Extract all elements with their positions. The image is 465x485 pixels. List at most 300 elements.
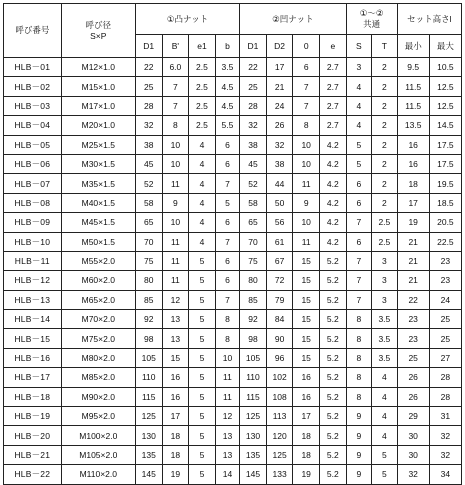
- row-concave-0: 8: [293, 116, 320, 135]
- header-convex-nut: ①凸ナット: [135, 4, 239, 35]
- row-common-t: 2: [372, 58, 398, 77]
- row-common-s: 8: [346, 348, 372, 367]
- row-height-min: 26: [397, 387, 429, 406]
- row-height-max: 32: [429, 426, 461, 445]
- row-concave-0: 15: [293, 290, 320, 309]
- row-height-max: 10.5: [429, 58, 461, 77]
- row-size: M17×1.0: [61, 96, 135, 115]
- row-convex-b: 11: [162, 251, 189, 270]
- row-size: M30×1.5: [61, 154, 135, 173]
- row-concave-e: 4.2: [320, 174, 347, 193]
- row-height-max: 19.5: [429, 174, 461, 193]
- row-concave-d1: 115: [240, 387, 267, 406]
- row-common-t: 2.5: [372, 232, 398, 251]
- row-height-max: 28: [429, 387, 461, 406]
- subheader-convex-e1: e1: [189, 35, 216, 58]
- row-concave-d1: 32: [240, 116, 267, 135]
- row-concave-d2: 125: [266, 445, 293, 464]
- row-convex-d1: 58: [135, 193, 162, 212]
- row-size: M90×2.0: [61, 387, 135, 406]
- header-set-height: セット高さl: [397, 4, 461, 35]
- table-row: [4, 193, 462, 212]
- row-convex-b-small: 13: [215, 445, 239, 464]
- row-convex-e1: 4: [189, 213, 216, 232]
- row-concave-d2: 61: [266, 232, 293, 251]
- header-concave-nut: ②凹ナット: [240, 4, 346, 35]
- row-concave-d2: 120: [266, 426, 293, 445]
- row-common-t: 5: [372, 465, 398, 484]
- row-common-s: 7: [346, 290, 372, 309]
- row-concave-d1: 70: [240, 232, 267, 251]
- row-height-min: 21: [397, 251, 429, 270]
- row-concave-e: 2.7: [320, 77, 347, 96]
- row-convex-b: 10: [162, 135, 189, 154]
- row-common-s: 6: [346, 193, 372, 212]
- row-size: M85×2.0: [61, 368, 135, 387]
- spec-table-container: [3, 3, 462, 485]
- row-convex-d1: 70: [135, 232, 162, 251]
- row-concave-e: 5.2: [320, 310, 347, 329]
- row-code: HLB－22: [4, 465, 62, 484]
- row-common-s: 6: [346, 232, 372, 251]
- row-concave-0: 10: [293, 154, 320, 173]
- row-concave-d2: 32: [266, 135, 293, 154]
- row-height-min: 21: [397, 232, 429, 251]
- row-common-t: 3: [372, 290, 398, 309]
- row-height-max: 34: [429, 465, 461, 484]
- row-convex-b-small: 7: [215, 290, 239, 309]
- row-convex-e1: 5: [189, 290, 216, 309]
- row-size: M15×1.0: [61, 77, 135, 96]
- row-height-min: 21: [397, 271, 429, 290]
- row-concave-d1: 145: [240, 465, 267, 484]
- row-concave-0: 15: [293, 251, 320, 270]
- row-code: HLB－02: [4, 77, 62, 96]
- row-code: HLB－08: [4, 193, 62, 212]
- row-concave-d1: 65: [240, 213, 267, 232]
- row-convex-e1: 5: [189, 426, 216, 445]
- row-common-s: 4: [346, 77, 372, 96]
- row-concave-d1: 85: [240, 290, 267, 309]
- row-convex-b: 13: [162, 310, 189, 329]
- row-concave-d1: 45: [240, 154, 267, 173]
- row-concave-e: 4.2: [320, 232, 347, 251]
- row-convex-d1: 98: [135, 329, 162, 348]
- row-size: M40×1.5: [61, 193, 135, 212]
- row-height-min: 16: [397, 135, 429, 154]
- subheader-height-max: 最大: [429, 35, 461, 58]
- row-common-s: 6: [346, 174, 372, 193]
- row-concave-d1: 110: [240, 368, 267, 387]
- row-concave-d1: 135: [240, 445, 267, 464]
- row-concave-d1: 38: [240, 135, 267, 154]
- row-convex-b-small: 8: [215, 310, 239, 329]
- row-concave-e: 2.7: [320, 96, 347, 115]
- row-concave-e: 5.2: [320, 251, 347, 270]
- row-convex-d1: 115: [135, 387, 162, 406]
- row-concave-d2: 96: [266, 348, 293, 367]
- row-size: M55×2.0: [61, 251, 135, 270]
- row-concave-e: 5.2: [320, 348, 347, 367]
- row-height-min: 11.5: [397, 77, 429, 96]
- row-convex-b-small: 10: [215, 348, 239, 367]
- row-convex-b-small: 6: [215, 251, 239, 270]
- header-common: ①～② 共通: [346, 4, 397, 35]
- row-concave-d2: 67: [266, 251, 293, 270]
- row-convex-d1: 145: [135, 465, 162, 484]
- table-row: [4, 58, 462, 77]
- row-height-max: 31: [429, 407, 461, 426]
- row-code: HLB－14: [4, 310, 62, 329]
- row-concave-d1: 75: [240, 251, 267, 270]
- row-height-min: 32: [397, 465, 429, 484]
- subheader-common-s: S: [346, 35, 372, 58]
- row-concave-0: 9: [293, 193, 320, 212]
- table-row: [4, 96, 462, 115]
- row-common-t: 3.5: [372, 329, 398, 348]
- header-code: 呼び番号: [4, 4, 62, 58]
- row-convex-b-small: 7: [215, 232, 239, 251]
- row-height-max: 27: [429, 348, 461, 367]
- row-concave-d2: 113: [266, 407, 293, 426]
- row-convex-b: 18: [162, 445, 189, 464]
- row-concave-e: 5.2: [320, 445, 347, 464]
- row-concave-e: 4.2: [320, 213, 347, 232]
- row-concave-0: 19: [293, 465, 320, 484]
- row-convex-b-small: 4.5: [215, 96, 239, 115]
- row-convex-d1: 110: [135, 368, 162, 387]
- row-concave-e: 5.2: [320, 465, 347, 484]
- row-common-t: 3.5: [372, 310, 398, 329]
- row-convex-b: 11: [162, 271, 189, 290]
- row-code: HLB－18: [4, 387, 62, 406]
- row-concave-0: 15: [293, 310, 320, 329]
- row-concave-0: 7: [293, 77, 320, 96]
- row-common-t: 2: [372, 174, 398, 193]
- row-size: M75×2.0: [61, 329, 135, 348]
- row-code: HLB－17: [4, 368, 62, 387]
- row-convex-b: 7: [162, 77, 189, 96]
- row-common-s: 3: [346, 58, 372, 77]
- subheader-concave-e: e: [320, 35, 347, 58]
- row-concave-d2: 133: [266, 465, 293, 484]
- row-common-t: 4: [372, 426, 398, 445]
- row-height-max: 17.5: [429, 154, 461, 173]
- row-common-s: 9: [346, 426, 372, 445]
- row-convex-b: 9: [162, 193, 189, 212]
- row-common-s: 4: [346, 116, 372, 135]
- row-common-t: 4: [372, 387, 398, 406]
- subheader-convex-d1: D1: [135, 35, 162, 58]
- row-size: M105×2.0: [61, 445, 135, 464]
- row-height-min: 16: [397, 154, 429, 173]
- row-common-s: 5: [346, 154, 372, 173]
- header-row-group: [4, 4, 462, 35]
- row-concave-d2: 26: [266, 116, 293, 135]
- table-row: [4, 213, 462, 232]
- row-concave-d2: 72: [266, 271, 293, 290]
- row-convex-d1: 85: [135, 290, 162, 309]
- row-common-s: 8: [346, 368, 372, 387]
- row-concave-e: 5.2: [320, 271, 347, 290]
- row-convex-b: 8: [162, 116, 189, 135]
- row-convex-b-small: 13: [215, 426, 239, 445]
- row-convex-d1: 45: [135, 154, 162, 173]
- row-convex-b-small: 3.5: [215, 58, 239, 77]
- row-convex-b: 11: [162, 174, 189, 193]
- row-height-max: 14.5: [429, 116, 461, 135]
- table-row: [4, 310, 462, 329]
- row-size: M70×2.0: [61, 310, 135, 329]
- row-height-min: 17: [397, 193, 429, 212]
- row-concave-e: 5.2: [320, 329, 347, 348]
- row-concave-e: 5.2: [320, 387, 347, 406]
- row-height-min: 30: [397, 426, 429, 445]
- row-height-min: 26: [397, 368, 429, 387]
- row-convex-e1: 5: [189, 251, 216, 270]
- header-nominal-size: 呼び径 S×P: [61, 4, 135, 58]
- row-concave-0: 15: [293, 271, 320, 290]
- row-convex-b-small: 6: [215, 135, 239, 154]
- subheader-concave-d1: D1: [240, 35, 267, 58]
- subheader-convex-b: B': [162, 35, 189, 58]
- row-convex-b: 16: [162, 368, 189, 387]
- row-convex-e1: 4: [189, 174, 216, 193]
- row-common-t: 2: [372, 96, 398, 115]
- row-convex-d1: 65: [135, 213, 162, 232]
- row-code: HLB－21: [4, 445, 62, 464]
- row-code: HLB－12: [4, 271, 62, 290]
- table-row: [4, 407, 462, 426]
- table-row: [4, 77, 462, 96]
- row-size: M80×2.0: [61, 348, 135, 367]
- subheader-convex-b-small: b: [215, 35, 239, 58]
- row-code: HLB－20: [4, 426, 62, 445]
- row-convex-d1: 92: [135, 310, 162, 329]
- row-height-max: 24: [429, 290, 461, 309]
- row-convex-b: 15: [162, 348, 189, 367]
- row-concave-e: 2.7: [320, 58, 347, 77]
- row-common-s: 9: [346, 445, 372, 464]
- row-code: HLB－07: [4, 174, 62, 193]
- row-height-min: 19: [397, 213, 429, 232]
- row-convex-b-small: 7: [215, 174, 239, 193]
- row-concave-0: 11: [293, 174, 320, 193]
- row-concave-0: 15: [293, 329, 320, 348]
- row-concave-d2: 21: [266, 77, 293, 96]
- row-height-max: 18.5: [429, 193, 461, 212]
- row-code: HLB－05: [4, 135, 62, 154]
- row-common-t: 4: [372, 407, 398, 426]
- row-concave-d1: 28: [240, 96, 267, 115]
- row-convex-b: 10: [162, 213, 189, 232]
- row-convex-b-small: 14: [215, 465, 239, 484]
- row-common-s: 8: [346, 310, 372, 329]
- row-concave-d2: 56: [266, 213, 293, 232]
- row-common-t: 3: [372, 251, 398, 270]
- row-height-max: 23: [429, 251, 461, 270]
- row-convex-b: 7: [162, 96, 189, 115]
- row-concave-e: 5.2: [320, 426, 347, 445]
- row-height-min: 18: [397, 174, 429, 193]
- row-concave-0: 10: [293, 213, 320, 232]
- row-concave-d1: 130: [240, 426, 267, 445]
- row-convex-e1: 2.5: [189, 58, 216, 77]
- row-convex-b: 19: [162, 465, 189, 484]
- row-concave-d1: 52: [240, 174, 267, 193]
- row-common-t: 3.5: [372, 348, 398, 367]
- row-concave-0: 18: [293, 445, 320, 464]
- table-row: [4, 465, 462, 484]
- row-concave-e: 4.2: [320, 193, 347, 212]
- row-common-t: 2.5: [372, 213, 398, 232]
- row-convex-e1: 5: [189, 445, 216, 464]
- subheader-concave-0: 0: [293, 35, 320, 58]
- row-convex-e1: 5: [189, 465, 216, 484]
- row-convex-d1: 75: [135, 251, 162, 270]
- row-convex-e1: 5: [189, 387, 216, 406]
- row-concave-0: 15: [293, 348, 320, 367]
- row-concave-d2: 90: [266, 329, 293, 348]
- table-row: [4, 271, 462, 290]
- row-convex-b: 12: [162, 290, 189, 309]
- row-height-min: 29: [397, 407, 429, 426]
- row-concave-d1: 25: [240, 77, 267, 96]
- row-size: M100×2.0: [61, 426, 135, 445]
- row-concave-d1: 105: [240, 348, 267, 367]
- row-size: M35×1.5: [61, 174, 135, 193]
- row-convex-e1: 5: [189, 368, 216, 387]
- row-convex-d1: 25: [135, 77, 162, 96]
- row-height-max: 28: [429, 368, 461, 387]
- row-common-t: 2: [372, 154, 398, 173]
- row-height-max: 17.5: [429, 135, 461, 154]
- row-convex-b: 13: [162, 329, 189, 348]
- row-code: HLB－16: [4, 348, 62, 367]
- row-convex-e1: 2.5: [189, 116, 216, 135]
- subheader-common-t: T: [372, 35, 398, 58]
- row-convex-b: 18: [162, 426, 189, 445]
- row-common-t: 2: [372, 77, 398, 96]
- row-convex-e1: 4: [189, 154, 216, 173]
- row-concave-e: 4.2: [320, 135, 347, 154]
- row-concave-d2: 50: [266, 193, 293, 212]
- row-concave-d1: 92: [240, 310, 267, 329]
- row-concave-d2: 44: [266, 174, 293, 193]
- row-convex-b: 6.0: [162, 58, 189, 77]
- row-height-max: 12.5: [429, 96, 461, 115]
- row-common-s: 7: [346, 213, 372, 232]
- row-height-min: 9.5: [397, 58, 429, 77]
- row-common-s: 7: [346, 271, 372, 290]
- row-code: HLB－01: [4, 58, 62, 77]
- row-height-min: 13.5: [397, 116, 429, 135]
- row-common-t: 3: [372, 271, 398, 290]
- row-size: M50×1.5: [61, 232, 135, 251]
- row-concave-d2: 24: [266, 96, 293, 115]
- row-code: HLB－13: [4, 290, 62, 309]
- row-code: HLB－11: [4, 251, 62, 270]
- row-concave-d2: 108: [266, 387, 293, 406]
- row-common-t: 2: [372, 116, 398, 135]
- row-common-t: 2: [372, 193, 398, 212]
- nut-spec-table: [3, 3, 462, 485]
- row-convex-b-small: 6: [215, 213, 239, 232]
- table-row: [4, 232, 462, 251]
- row-common-s: 8: [346, 329, 372, 348]
- row-concave-0: 17: [293, 407, 320, 426]
- row-convex-e1: 5: [189, 310, 216, 329]
- row-common-t: 5: [372, 445, 398, 464]
- row-height-max: 20.5: [429, 213, 461, 232]
- row-common-s: 9: [346, 465, 372, 484]
- row-concave-0: 16: [293, 368, 320, 387]
- row-size: M20×1.0: [61, 116, 135, 135]
- subheader-concave-d2: D2: [266, 35, 293, 58]
- row-concave-0: 11: [293, 232, 320, 251]
- row-convex-b-small: 5.5: [215, 116, 239, 135]
- row-convex-b-small: 6: [215, 154, 239, 173]
- row-common-s: 5: [346, 135, 372, 154]
- row-height-max: 25: [429, 329, 461, 348]
- row-height-min: 25: [397, 348, 429, 367]
- row-concave-d1: 125: [240, 407, 267, 426]
- table-row: [4, 135, 462, 154]
- row-convex-d1: 28: [135, 96, 162, 115]
- row-height-min: 11.5: [397, 96, 429, 115]
- table-body: [4, 58, 462, 485]
- row-convex-e1: 2.5: [189, 77, 216, 96]
- row-height-min: 30: [397, 445, 429, 464]
- row-convex-b-small: 4.5: [215, 77, 239, 96]
- row-convex-b: 10: [162, 154, 189, 173]
- table-row: [4, 368, 462, 387]
- row-convex-d1: 38: [135, 135, 162, 154]
- table-row: [4, 387, 462, 406]
- row-size: M25×1.5: [61, 135, 135, 154]
- row-code: HLB－03: [4, 96, 62, 115]
- row-code: HLB－10: [4, 232, 62, 251]
- row-size: M95×2.0: [61, 407, 135, 426]
- table-row: [4, 251, 462, 270]
- row-common-s: 9: [346, 407, 372, 426]
- table-row: [4, 329, 462, 348]
- row-height-max: 12.5: [429, 77, 461, 96]
- row-concave-d1: 98: [240, 329, 267, 348]
- row-concave-d2: 84: [266, 310, 293, 329]
- row-convex-b: 11: [162, 232, 189, 251]
- row-convex-e1: 4: [189, 232, 216, 251]
- row-convex-d1: 22: [135, 58, 162, 77]
- row-concave-0: 7: [293, 96, 320, 115]
- row-convex-e1: 2.5: [189, 96, 216, 115]
- table-row: [4, 348, 462, 367]
- row-size: M65×2.0: [61, 290, 135, 309]
- row-convex-b-small: 5: [215, 193, 239, 212]
- row-convex-d1: 80: [135, 271, 162, 290]
- row-code: HLB－09: [4, 213, 62, 232]
- row-convex-b-small: 8: [215, 329, 239, 348]
- row-concave-e: 5.2: [320, 368, 347, 387]
- row-convex-e1: 5: [189, 348, 216, 367]
- row-concave-0: 16: [293, 387, 320, 406]
- row-height-min: 22: [397, 290, 429, 309]
- row-common-s: 7: [346, 251, 372, 270]
- row-concave-d2: 79: [266, 290, 293, 309]
- row-height-max: 23: [429, 271, 461, 290]
- row-convex-b-small: 11: [215, 387, 239, 406]
- row-concave-e: 5.2: [320, 407, 347, 426]
